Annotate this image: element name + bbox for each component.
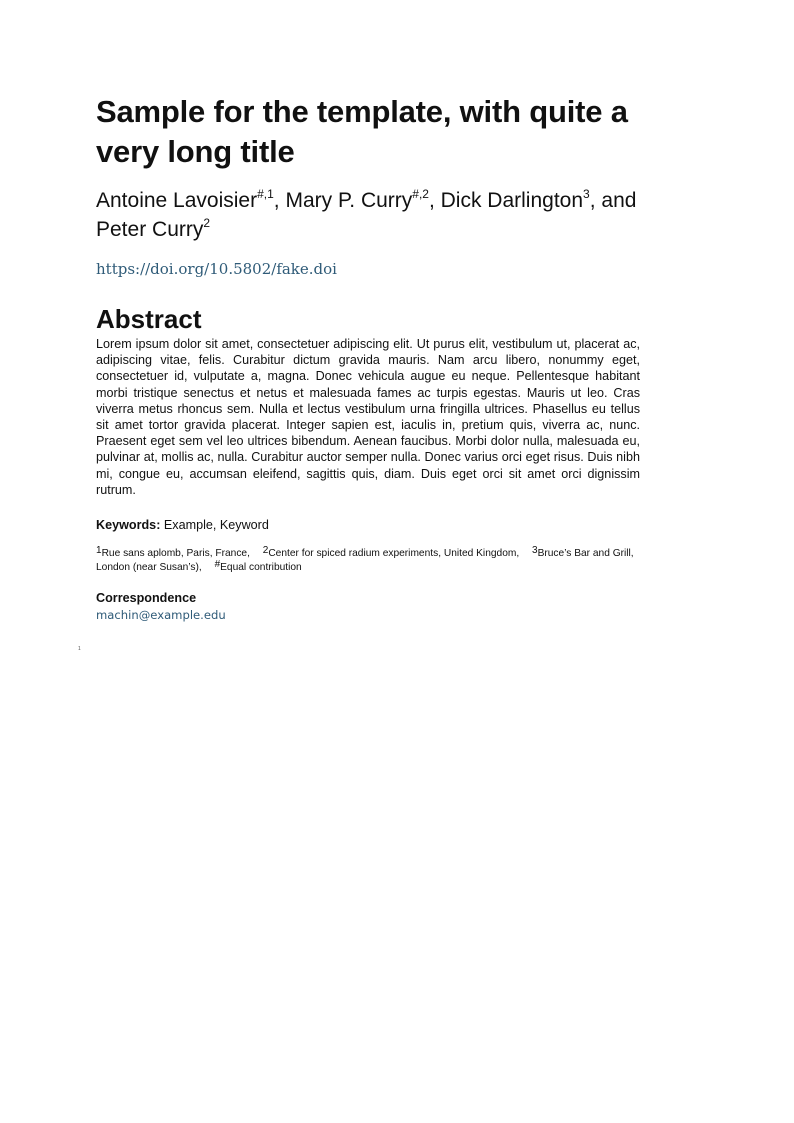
keywords-value: Example, Keyword (163, 518, 269, 533)
affiliation-mark: 1 (96, 545, 102, 557)
abstract-heading: Abstract (96, 304, 202, 334)
author-name: Peter Curry (96, 218, 204, 241)
affiliation-text: Center for spiced radium experiments, United Kingdom, (268, 548, 520, 560)
keywords-label: Keywords: (96, 518, 161, 533)
abstract-text: Lorem ipsum dolor sit amet, consectetuer adipiscing elit. Ut purus elit, vestibulum ut, placerat ac, adipiscing vitae, felis. Curabitur dictum gravida mauris. Nam arcu libero, nonummy eget, consectetuer id, vulputate a, magna. Donec vehicula augue eu neque. Pellentesque habitant morbi tristique senectus et netus et malesuada fames ac turpis egestas. Mauris ut leo. Cras viverra metus rhoncus sem. Nulla et lectus vestibulum urna fringilla ultrices. Phasellus eu tellus sit amet tortor gravida placerat. Integer sapien est, iaculis in, pretium quis, viverra ac, nunc. Praesent eget sem vel leo ultrices bibendum. Aenean faucibus. Morbi dolor nulla, malesuada eu, pulvinar at, mollis ac, nulla. Curabitur auctor semper nulla. Donec varius orci eget risus. Duis nibh mi, congue eu, accumsan eleifend, sagittis quis, diam. Duis eget orci sit amet orci dignissim rutrum. (96, 337, 640, 497)
author-separator: , (428, 189, 441, 212)
author-marks: #,1 (257, 187, 274, 201)
affiliation-mark: 3 (532, 545, 538, 557)
affiliation-mark: 2 (262, 545, 269, 557)
doi-link[interactable]: https://doi.org/10.5802/fake.doi (96, 260, 337, 278)
affiliation-text: Equal contribution (220, 561, 302, 573)
correspondence-email-link[interactable]: machin@example.edu (96, 608, 226, 623)
affiliation-item (96, 545, 250, 560)
author-separator: , and (589, 189, 637, 212)
author-marks: 3 (583, 187, 590, 201)
author-separator: , (273, 189, 286, 212)
paper-page (96, 92, 640, 623)
affiliations (96, 547, 640, 574)
affiliation-mark: # (214, 558, 221, 570)
author-name: Dick Darlington (440, 189, 584, 212)
author-marks: #,2 (412, 187, 429, 201)
author-name: Antoine Lavoisier (96, 189, 258, 212)
affiliation-item (262, 545, 520, 560)
author-marks: 2 (203, 216, 211, 230)
page-number: 1 (78, 646, 81, 652)
paper-title: Sample for the template, with quite a very long title (96, 94, 628, 169)
author-name: Mary P. Curry (285, 189, 413, 212)
affiliation-text: Rue sans aplomb, Paris, France, (101, 548, 250, 560)
correspondence-heading: Correspondence (96, 591, 197, 606)
keywords (96, 517, 640, 533)
affiliation-text: Bruce’s Bar and Grill, London (near Susan’s), (96, 548, 634, 573)
author-list (96, 186, 640, 244)
affiliation-item (214, 558, 302, 573)
